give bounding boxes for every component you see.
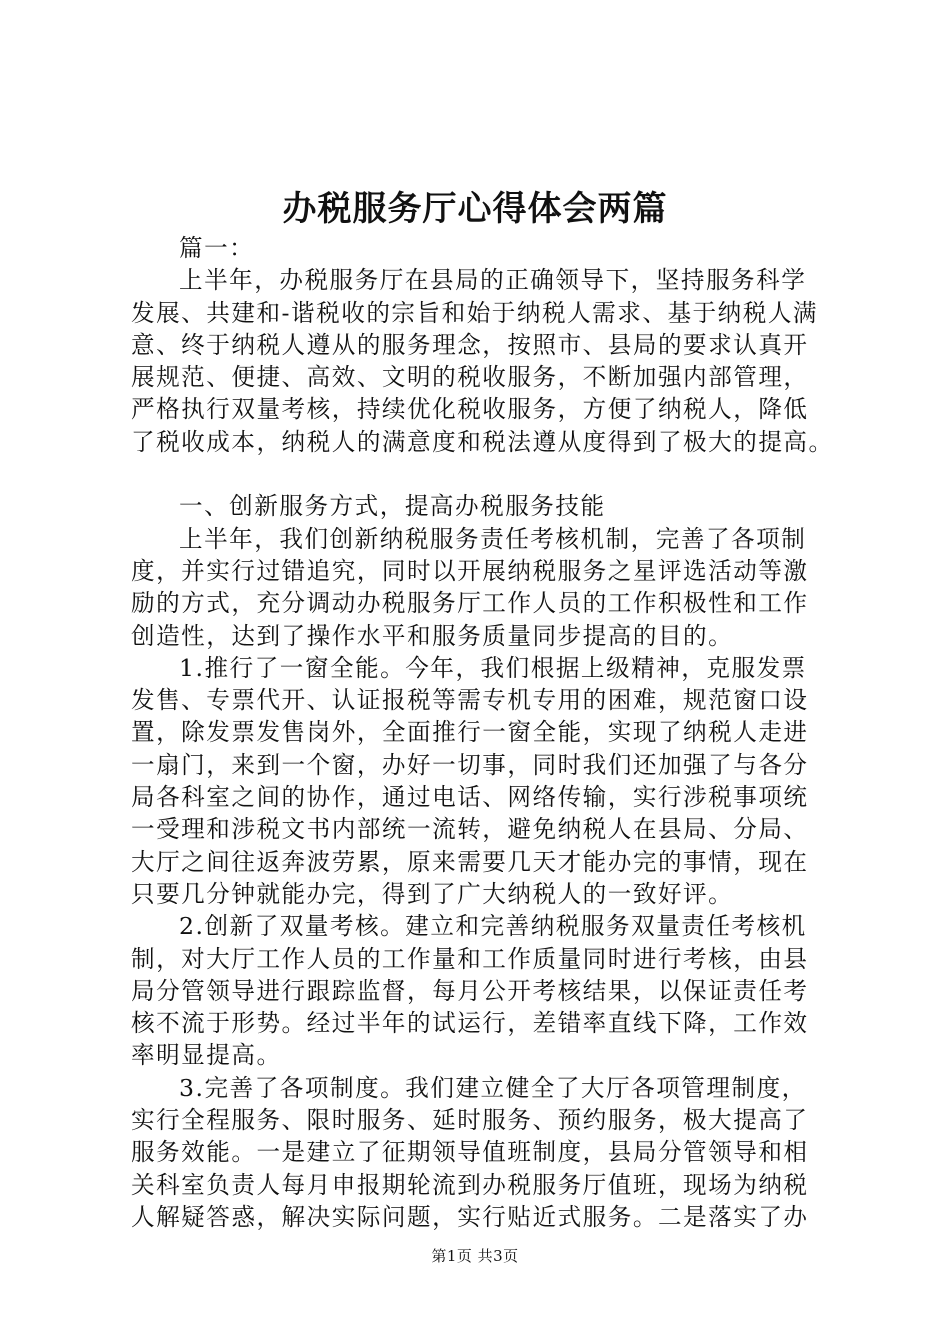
text-line: 一受理和涉税文书内部统一流转，避免纳税人在县局、分局、: [131, 815, 809, 844]
text-line: 严格执行双量考核，持续优化税收服务，方便了纳税人，降低: [131, 395, 809, 424]
document-body: [131, 232, 834, 1233]
text-line: 实行全程服务、限时服务、延时服务、预约服务，极大提高了: [131, 1106, 809, 1135]
text-line: 上半年，办税服务厅在县局的正确领导下，坚持服务科学: [179, 266, 807, 295]
text-line: 只要几分钟就能办完，得到了广大纳税人的一致好评。: [131, 879, 734, 908]
text-line: 关科室负责人每月申报期轮流到办税服务厅值班，现场为纳税: [131, 1170, 809, 1199]
text-line: 展规范、便捷、高效、文明的税收服务，不断加强内部管理，: [131, 363, 809, 392]
text-line: 3.完善了各项制度。我们建立健全了大厅各项管理制度，: [179, 1073, 807, 1102]
text-line: 服务效能。一是建立了征期领导值班制度，县局分管领导和相: [131, 1138, 809, 1167]
text-line: 核不流于形势。经过半年的试运行，差错率直线下降，工作效: [131, 1009, 809, 1038]
text-line: 1.推行了一窗全能。今年，我们根据上级精神，克服发票: [179, 653, 807, 682]
text-line: 人解疑答惑，解决实际问题，实行贴近式服务。二是落实了办: [131, 1202, 809, 1231]
text-line: 篇一：: [179, 234, 255, 262]
document-title: 办税服务厅心得体会两篇: [282, 189, 668, 229]
text-line: 意、终于纳税人遵从的服务理念，按照市、县局的要求认真开: [131, 330, 809, 359]
text-line: 创造性，达到了操作水平和服务质量同步提高的目的。: [131, 621, 734, 650]
text-line: 2.创新了双量考核。建立和完善纳税服务双量责任考核机: [179, 912, 807, 941]
text-line: 度，并实行过错追究，同时以开展纳税服务之星评选活动等激: [131, 556, 809, 585]
text-line: 发售、专票代开、认证报税等需专机专用的困难，规范窗口设: [131, 686, 809, 715]
text-line: 置，除发票发售岗外，全面推行一窗全能，实现了纳税人走进: [131, 718, 809, 747]
text-line: 励的方式，充分调动办税服务厅工作人员的工作积极性和工作: [131, 589, 809, 618]
text-line: 了税收成本，纳税人的满意度和税法遵从度得到了极大的提高。: [131, 427, 834, 456]
text-line: 率明显提高。: [131, 1041, 282, 1070]
text-line: 制，对大厅工作人员的工作量和工作质量同时进行考核，由县: [131, 944, 809, 973]
blank-line: [131, 458, 826, 490]
page-number-footer: 第1页 共3页: [431, 1247, 519, 1265]
text-line: 局各科室之间的协作，通过电话、网络传输，实行涉税事项统: [131, 783, 809, 812]
text-line: 发展、共建和-谐税收的宗旨和始于纳税人需求、基于纳税人满: [131, 298, 819, 327]
text-line: 一扇门，来到一个窗，办好一切事，同时我们还加强了与各分: [131, 750, 809, 779]
text-line: 局分管领导进行跟踪监督，每月公开考核结果，以保证责任考: [131, 976, 809, 1005]
text-line: 上半年，我们创新纳税服务责任考核机制，完善了各项制: [179, 524, 807, 553]
section-heading: 一、创新服务方式，提高办税服务技能: [179, 492, 606, 521]
text-line: 大厅之间往返奔波劳累，原来需要几天才能办完的事情，现在: [131, 847, 809, 876]
